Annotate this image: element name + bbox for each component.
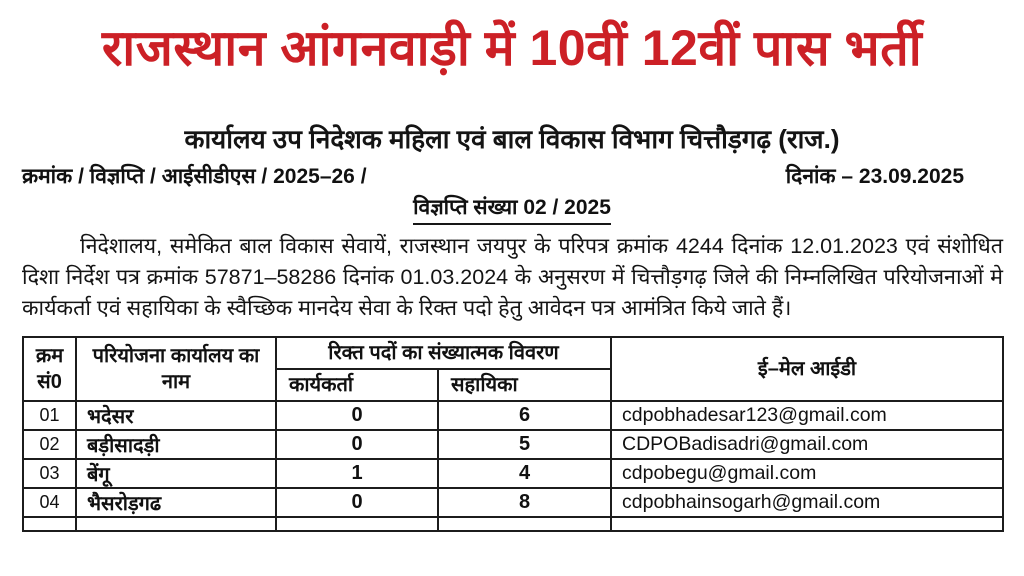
helper-cell: 5: [438, 430, 611, 459]
serial-cell: 04: [23, 488, 76, 517]
reference-row: [0, 162, 1024, 192]
body-paragraph: निदेशालय, समेकित बाल विकास सेवायें, राजस्थान जयपुर के परिपत्र क्रमांक 4244 दिनांक 12.01.2023 एवं संशोधित दिशा निर्देश पत्र क्रमांक 57871–58286 दिनांक 01.03.2024 के अनुसरण में चित्तौड़गढ़ जिले की निम्नलिखित परियोजनाओं मे कार्यकर्ता एवं सहायिका के स्वैच्छिक मानदेय सेवा के रिक्त पदो हेतु आवेदन पत्र आमंत्रित किये जाते हैं।: [22, 234, 1003, 320]
serial-cell: 02: [23, 430, 76, 459]
email-cell: cdpobhadesar123@gmail.com: [611, 401, 1003, 430]
helper-cell: 4: [438, 459, 611, 488]
table-row-partial: [23, 517, 1003, 531]
col-header-helper: सहायिका: [438, 369, 611, 401]
serial-cell: [23, 517, 76, 531]
notice-number-line: [0, 194, 1024, 225]
helper-cell: [438, 517, 611, 531]
table-row: [23, 488, 1003, 517]
table-row: [23, 459, 1003, 488]
col-header-worker: कार्यकर्ता: [276, 369, 438, 401]
vacancy-table: [22, 336, 1004, 532]
vacancy-table-header: [23, 337, 1003, 401]
email-cell: cdpobegu@gmail.com: [611, 459, 1003, 488]
office-header: कार्यालय उप निदेशक महिला एवं बाल विकास विभाग चित्तौड़गढ़ (राज.): [184, 124, 840, 154]
serial-cell: 03: [23, 459, 76, 488]
table-row: [23, 401, 1003, 430]
col-header-vacancy-group: रिक्त पदों का संख्यात्मक विवरण: [276, 337, 611, 369]
worker-cell: 0: [276, 401, 438, 430]
col-header-email: ई–मेल आईडी: [611, 337, 1003, 401]
worker-cell: 0: [276, 488, 438, 517]
serial-cell: 01: [23, 401, 76, 430]
email-cell: cdpobhainsogarh@gmail.com: [611, 488, 1003, 517]
worker-cell: 0: [276, 430, 438, 459]
project-cell: [76, 517, 276, 531]
page-title: राजस्थान आंगनवाड़ी में 10वीं 12वीं पास भर्ती: [101, 20, 923, 76]
col-header-project: परियोजना कार्यालय का नाम: [76, 337, 276, 401]
table-row: [23, 430, 1003, 459]
email-cell: [611, 517, 1003, 531]
notice-number: विज्ञप्ति संख्या 02 / 2025: [413, 194, 611, 225]
project-cell: बड़ीसादड़ी: [76, 430, 276, 459]
project-cell: भदेसर: [76, 401, 276, 430]
col-header-serial: क्रम सं0: [23, 337, 76, 401]
worker-cell: 1: [276, 459, 438, 488]
worker-cell: [276, 517, 438, 531]
helper-cell: 6: [438, 401, 611, 430]
issue-date: दिनांक – 23.09.2025: [785, 165, 964, 188]
reference-number: क्रमांक / विज्ञप्ति / आईसीडीएस / 2025–26 /: [22, 165, 367, 188]
helper-cell: 8: [438, 488, 611, 517]
email-cell: CDPOBadisadri@gmail.com: [611, 430, 1003, 459]
project-cell: भैसरोड़गढ: [76, 488, 276, 517]
project-cell: बेंगू: [76, 459, 276, 488]
